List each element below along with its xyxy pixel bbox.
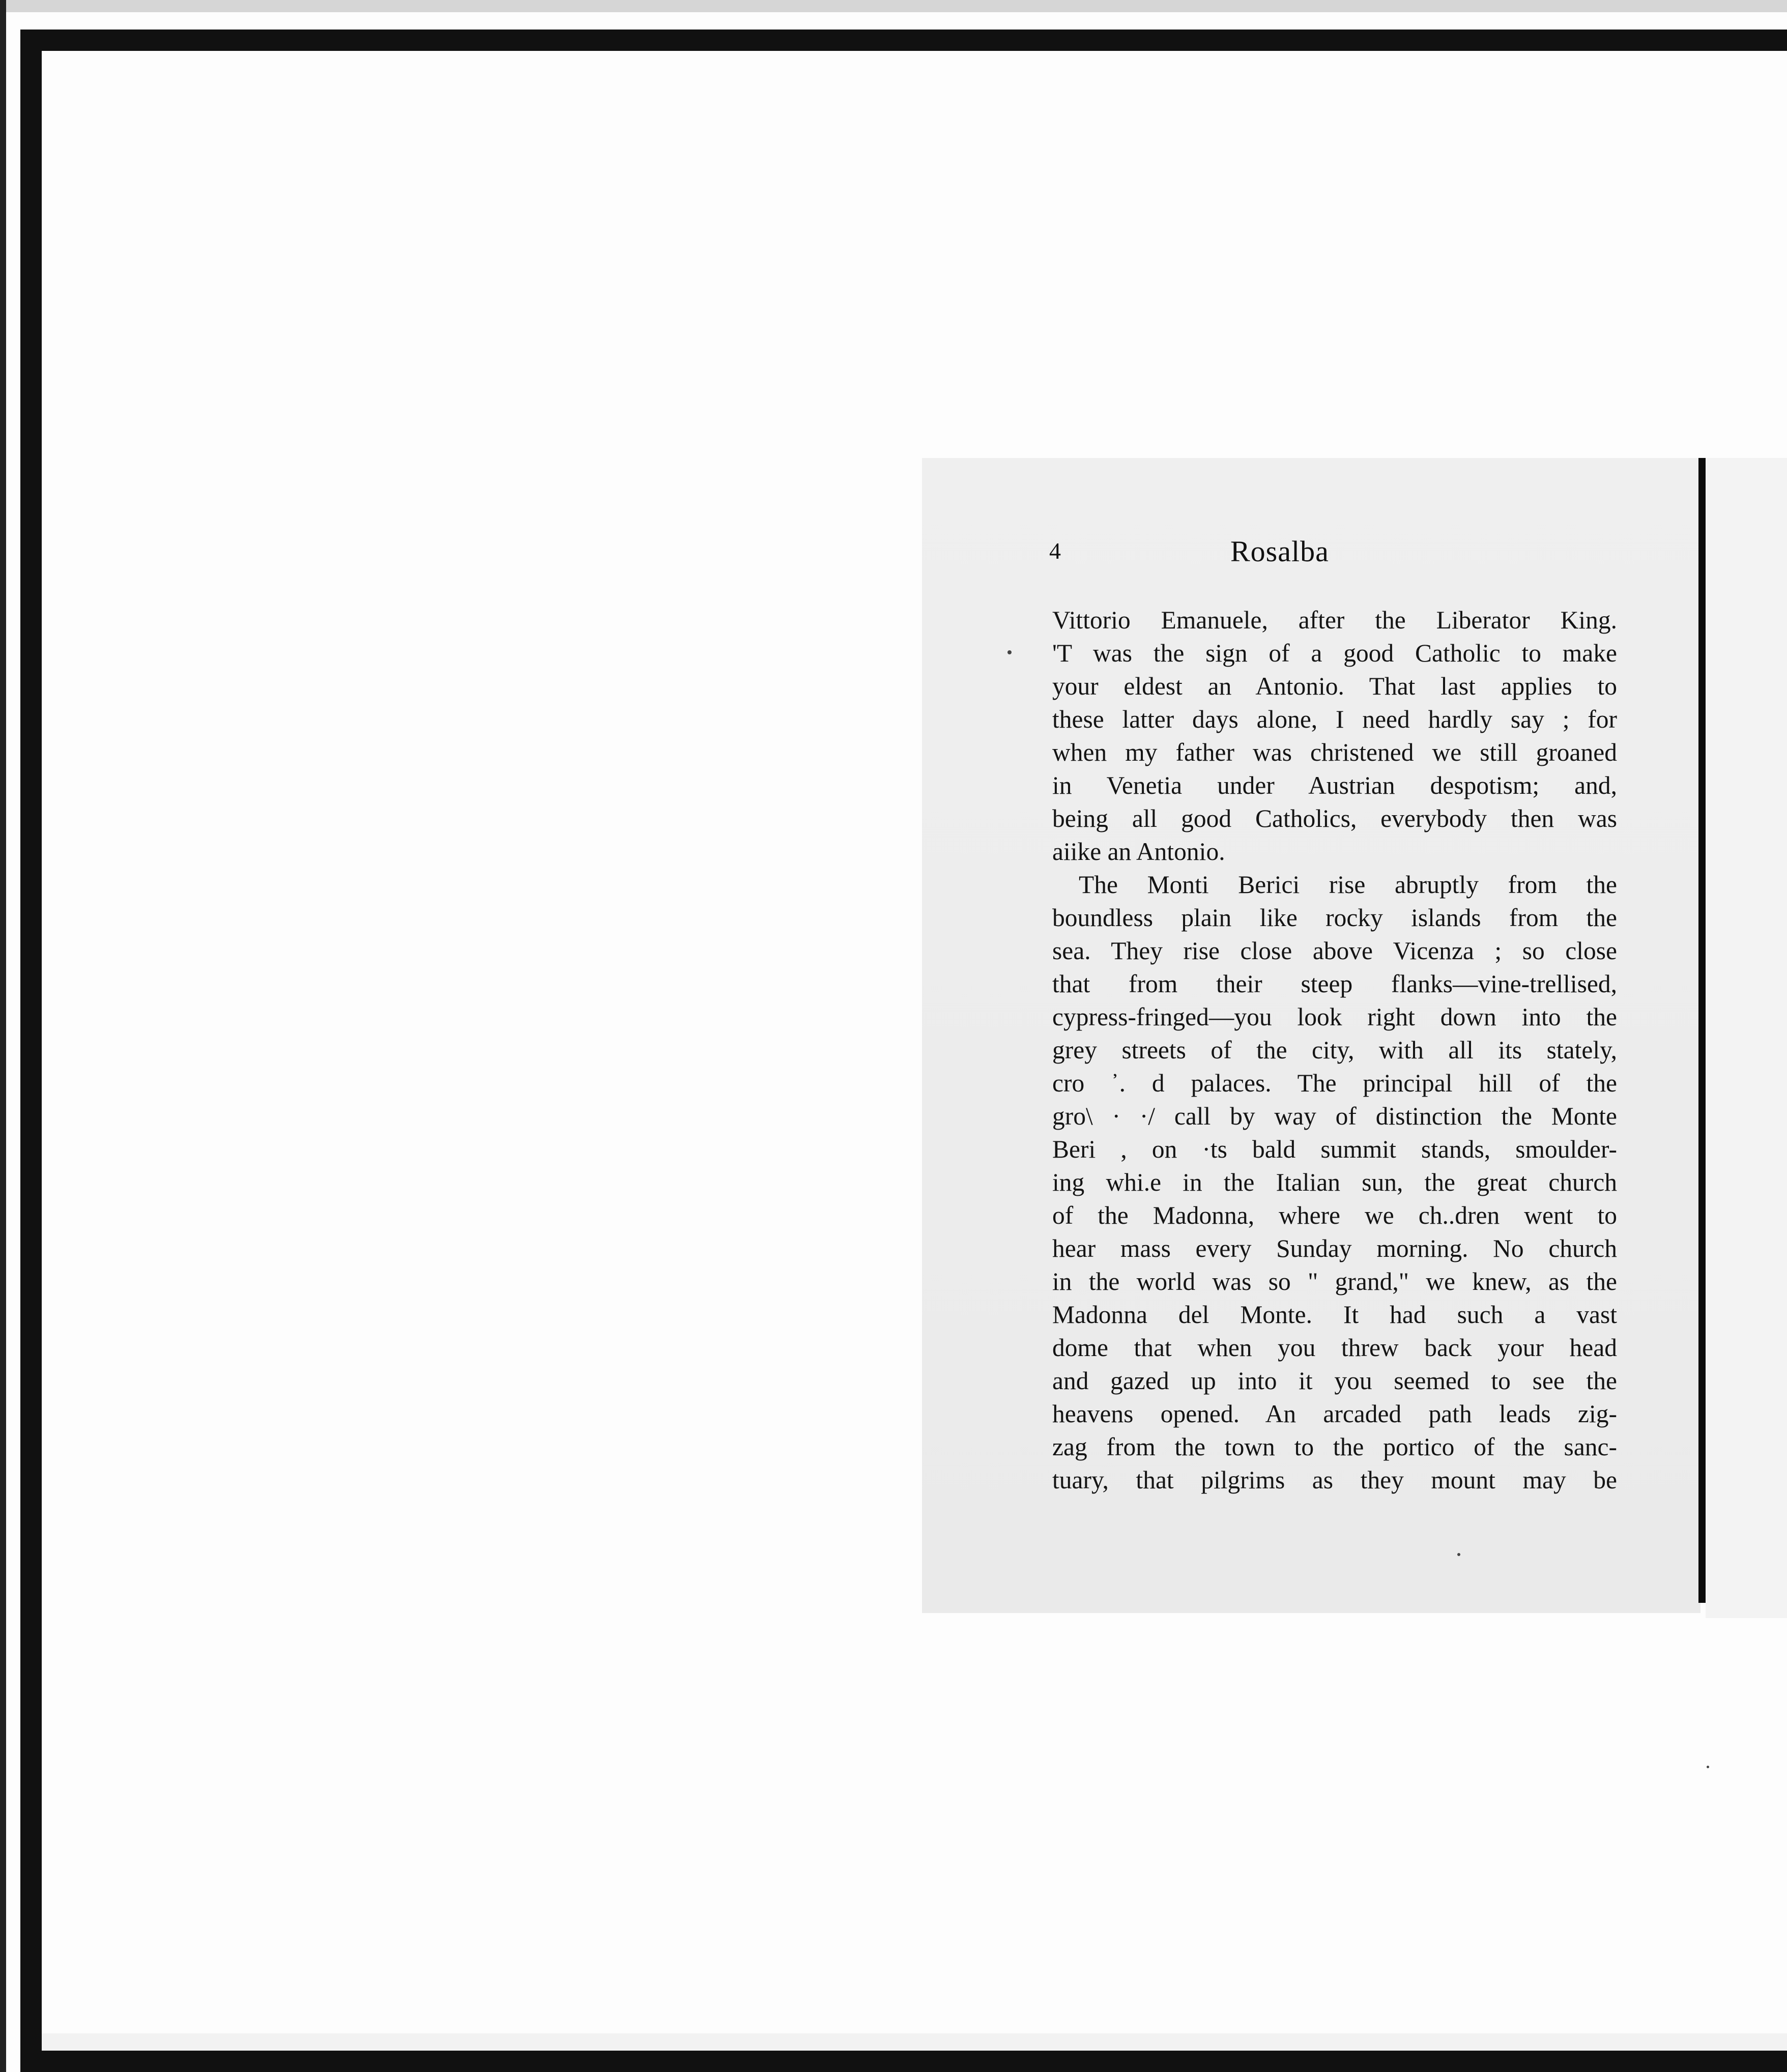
frame-left-border (20, 30, 42, 2072)
text-line: sea. They rise close above Vicenza ; so close (1052, 937, 1617, 965)
text-line: in Venetia under Austrian despotism; and, (1052, 771, 1617, 799)
dust-speck (1707, 1766, 1709, 1768)
text-line: cro ᾿. d palaces. The principal hill of the (1052, 1069, 1617, 1097)
text-line: Madonna del Monte. It had such a vast (1052, 1301, 1617, 1329)
text-line: dome that when you threw back your head (1052, 1334, 1617, 1362)
text-line: of the Madonna, where we ch..dren went to (1052, 1201, 1617, 1229)
text-line: cypress-fringed—you look right down into the (1052, 1003, 1617, 1031)
scanned-page (922, 458, 1700, 1613)
frame-bottom-border (20, 2051, 1787, 2072)
text-line: when my father was christened we still groaned (1052, 738, 1617, 766)
text-line: 'T was the sign of a good Catholic to make (1052, 639, 1617, 667)
facing-page-shadow (1706, 458, 1787, 1618)
text-line: your eldest an Antonio. That last applies to (1052, 672, 1617, 700)
text-line: gro\ · ·/ call by way of distinction the Monte (1052, 1102, 1617, 1130)
text-line: and gazed up into it you seemed to see the (1052, 1367, 1617, 1395)
running-title: Rosalba (1230, 535, 1329, 568)
text-line: tuary, that pilgrims as they mount may be (1052, 1466, 1617, 1494)
text-line: hear mass every Sunday morning. No church (1052, 1234, 1617, 1262)
film-left-edge (0, 0, 6, 2072)
film-bottom-strip (42, 2033, 1787, 2051)
text-line: Vittorio Emanuele, after the Liberator King. (1052, 606, 1617, 634)
text-line: these latter days alone, I need hardly say ; for (1052, 705, 1617, 733)
text-line: boundless plain like rocky islands from the (1052, 904, 1617, 932)
text-line: Beri , on ·ts bald summit stands, smoulder- (1052, 1135, 1617, 1163)
body-text (1052, 603, 1617, 1497)
page-number: 4 (1049, 538, 1061, 564)
text-line: ing whi.e in the Italian sun, the great church (1052, 1168, 1617, 1196)
text-line: in the world was so " grand," we knew, as the (1052, 1268, 1617, 1296)
text-line: being all good Catholics, everybody then was (1052, 804, 1617, 832)
frame-top-border (20, 30, 1787, 51)
running-head (1049, 534, 1558, 570)
film-top-edge (0, 0, 1787, 12)
text-line: aiike an Antonio. (1052, 838, 1225, 866)
dust-speck (1007, 650, 1012, 654)
text-line: zag from the town to the portico of the sanc- (1052, 1433, 1617, 1461)
text-line: The Monti Berici rise abruptly from the (1079, 871, 1617, 899)
page-edge-border (1698, 458, 1706, 1603)
text-line: that from their steep flanks—vine-trellised, (1052, 970, 1617, 998)
text-line: grey streets of the city, with all its stately, (1052, 1036, 1617, 1064)
dust-speck (1457, 1553, 1460, 1556)
text-line: heavens opened. An arcaded path leads zig- (1052, 1400, 1617, 1428)
